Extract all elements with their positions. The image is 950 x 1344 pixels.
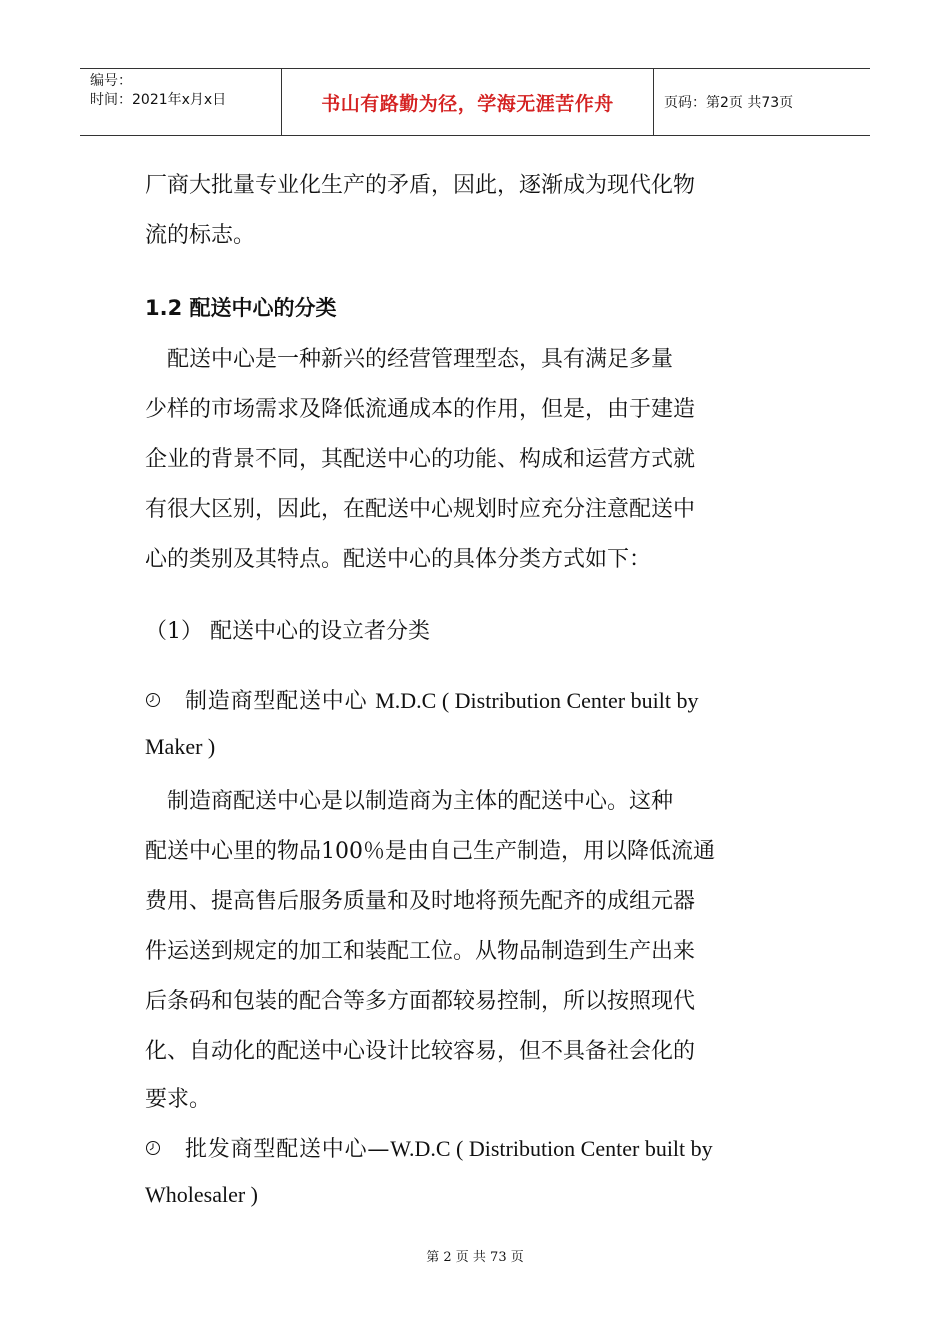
paragraph-line: 配送中心是一种新兴的经营管理型态，具有满足多量	[145, 347, 674, 372]
paragraph-line: 心的类别及其特点。配送中心的具体分类方式如下：	[145, 547, 652, 572]
subsection-title: （1） 配送中心的设立者分类	[145, 619, 430, 644]
paragraph-line: 化、自动化的配送中心设计比较容易，但不具备社会化的	[145, 1039, 696, 1064]
bullet-abbreviation: M.D.C ( Distribution Center built by	[375, 688, 699, 713]
bullet-label: 批发商型配送中心—	[185, 1137, 391, 1162]
paragraph-line: 流的标志。	[145, 223, 256, 248]
clock-icon	[145, 692, 161, 708]
bullet-abbreviation: W.D.C ( Distribution Center built by	[390, 1136, 713, 1161]
paragraph-line: 件运送到规定的加工和装配工位。从物品制造到生产出来	[145, 939, 696, 964]
paragraph-line: 制造商配送中心是以制造商为主体的配送中心。这种	[145, 789, 674, 814]
bullet-item	[145, 684, 810, 715]
paragraph-line: 厂商大批量专业化生产的矛盾，因此，逐渐成为现代化物	[145, 173, 696, 198]
document-time: 时间：2021年x月x日	[90, 92, 227, 108]
paragraph-line: 有很大区别，因此，在配送中心规划时应充分注意配送中	[145, 497, 696, 522]
paragraph-line: 配送中心里的物品100％是由自己生产制造，用以降低流通	[145, 839, 715, 864]
document-number-label: 编号：	[90, 73, 132, 89]
bullet-continuation: Maker )	[145, 734, 216, 759]
bullet-label: 制造商型配送中心	[185, 689, 376, 714]
bullet-item	[145, 1132, 810, 1163]
paragraph-line: 费用、提高售后服务质量和及时地将预先配齐的成组元器	[145, 889, 696, 914]
bullet-continuation: Wholesaler )	[145, 1182, 258, 1207]
header-motto: 书山有路勤为径，学海无涯苦作舟	[282, 69, 654, 135]
page-header	[80, 68, 870, 136]
section-heading: 1.2 配送中心的分类	[145, 296, 337, 320]
paragraph-line: 少样的市场需求及降低流通成本的作用，但是，由于建造	[145, 397, 696, 422]
header-page-info: 页码：第2页 共73页	[664, 95, 794, 111]
paragraph-line: 后条码和包装的配合等多方面都较易控制，所以按照现代	[145, 989, 696, 1014]
paragraph-line: 企业的背景不同，其配送中心的功能、构成和运营方式就	[145, 447, 696, 472]
clock-icon	[145, 1140, 161, 1156]
page-footer: 第 2 页 共 73 页	[426, 1250, 524, 1265]
header-meta	[80, 69, 282, 135]
paragraph-line: 要求。	[145, 1087, 212, 1112]
